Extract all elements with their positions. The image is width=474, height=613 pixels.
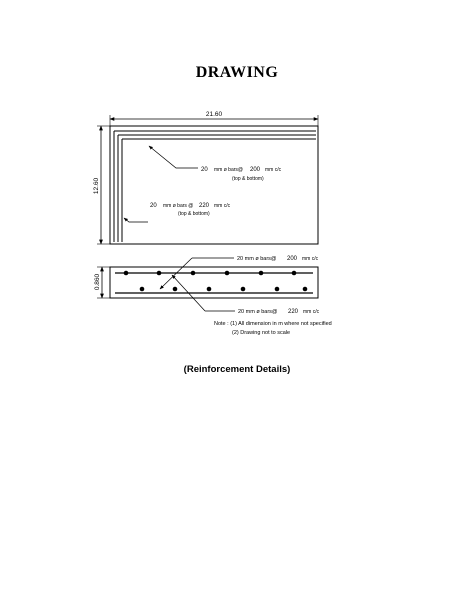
label-220-size: 20 <box>150 203 157 209</box>
leader-220 <box>124 203 231 222</box>
section-top-spacing: 200 <box>287 256 298 262</box>
page-title: DRAWING <box>195 64 279 81</box>
section-bottom-spacing: 220 <box>288 309 299 315</box>
slab-outline <box>110 126 318 244</box>
note-line-1: Note : (1) All dimension in m where not specified <box>214 321 332 327</box>
width-dim-label: 21.60 <box>205 111 223 118</box>
label-220-note: (top & bottom) <box>178 211 210 217</box>
svg-text:20 mm ø bars @ <box>150 203 231 209</box>
height-dimension <box>93 126 110 244</box>
horizontal-bars <box>114 131 316 139</box>
label-200-size: 20 <box>201 167 208 173</box>
depth-dim-label: 0.860 <box>94 273 101 291</box>
vertical-bars <box>114 131 122 242</box>
section-bottom-text: 20 mm ø bars@ <box>238 309 278 315</box>
figure-caption: (Reinforcement Details) <box>183 364 291 375</box>
label-200-unit: mm c/c <box>265 167 282 173</box>
section-top-text: 20 mm ø bars@ <box>237 256 277 262</box>
svg-text:20 mm ø bars@ <box>201 167 282 173</box>
note-line-2: (2) Drawing not to scale <box>232 330 291 336</box>
section-top-unit: mm c/c <box>302 256 319 262</box>
svg-text:20 mm ø bars@ 220 <box>238 309 320 315</box>
leader-200 <box>149 146 282 182</box>
label-220-spacing: 220 <box>199 203 210 209</box>
svg-text:20 mm ø bars@ 200 <box>237 256 319 262</box>
leader-bottom <box>172 275 320 315</box>
label-200-bar: mm ø bars@ <box>214 167 243 173</box>
label-220-bar: mm ø bars @ <box>163 203 194 209</box>
label-200-note: (top & bottom) <box>232 176 264 182</box>
bottom-bar-dots <box>140 287 308 292</box>
height-dim-label: 12.60 <box>93 177 100 195</box>
section-bottom-unit: mm c/c <box>303 309 320 315</box>
label-200-spacing: 200 <box>250 167 261 173</box>
plan-view <box>93 111 318 244</box>
label-220-unit: mm c/c <box>214 203 231 209</box>
width-dimension <box>110 111 318 126</box>
depth-dimension <box>94 267 110 298</box>
section-view <box>94 256 332 336</box>
